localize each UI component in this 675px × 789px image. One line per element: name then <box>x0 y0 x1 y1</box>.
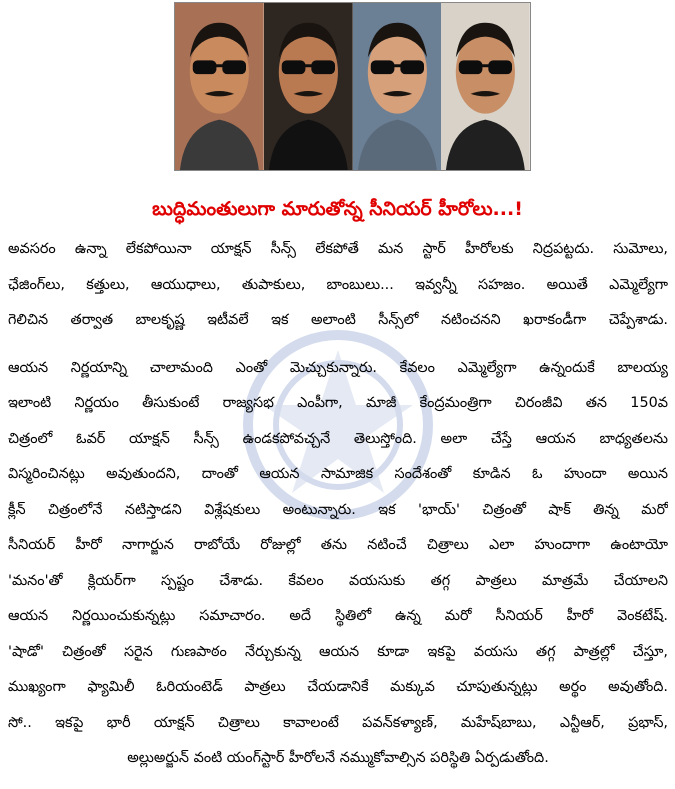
article-line: ఆయన నిర్ణయించుకున్నట్లు సమాచారం. అదే స్థితిలో ఉన్న మరో సీనియర్ హీరో వెంకటేష్. <box>8 608 668 624</box>
article-line: క్లీన్ చిత్రంలోనే నటిస్తాడని విశ్లేషకులు అంటున్నారు. ఇక 'భాయ్' చిత్రంతో షాక్ తిన్న మరో <box>8 501 668 518</box>
actor-photo-1 <box>175 3 264 170</box>
article-line: ఛేజింగ్‌లు, కత్తులు, ఆయుధాలు, తుపాకులు, బాంబులు... ఇవ్వన్నీ సహజం. అయితే ఎమ్మెల్యేగా <box>8 276 668 293</box>
article-line: ముఖ్యంగా ఫ్యామిలీ ఓరియంటెడ్ పాత్రలు చేయడానికే మక్కువ చూపుతున్నట్లు అర్థం అవుతోంది. <box>8 679 668 695</box>
article-line: ఇలాంటి నిర్ణయం తీసుకుంటే రాజ్యసభ ఎంపీగా, మాజీ కేంద్రమంత్రిగా చిరంజీవి తన 150వ <box>8 395 668 411</box>
article-line: ఆయన నిర్ణయాన్ని చాలామంది ఎంతో మెచ్చుకున్నారు. కేవలం ఎమ్మెల్యేగా ఉన్నందుకే బాలయ్య <box>8 359 668 376</box>
article-paragraph <box>8 351 668 777</box>
actor-photo-strip <box>174 2 531 171</box>
article-line: అల్లుఅర్జున్ వంటి యంగ్‌స్టార్ హీరోలనే నమ్ముకోవాల్సిన పరిస్థితి ఏర్పడుతోంది. <box>127 750 549 766</box>
article-line: 'షాడో' చిత్రంతో సరైన గుణపాఠం నేర్చుకున్న ఆయన కూడా ఇకపై వయసు తగ్గ పాత్రల్లో చేస్తూ, <box>8 643 668 660</box>
article-line: సీనియర్ హీరో నాగార్జున రాబోయే రోజుల్లో తను నటించే చిత్రాలు ఎలా హుందాగా ఉంటాయో <box>8 537 668 553</box>
article-line: చిత్రంలో ఓవర్ యాక్షన్ సీన్స్ ఉండకపోవచ్చనే తెలుస్తోంది. అలా చేస్తే ఆయన బాధ్యతలను <box>8 430 668 447</box>
actor-photo-4 <box>441 3 530 170</box>
actor-photo-2 <box>264 3 353 170</box>
article-paragraph <box>8 232 668 339</box>
article-line: విస్మరించినట్లు అవుతుందని, దాంతో ఆయన సామాజిక సందేశంతో కూడిన ఓ హుందా అయిన <box>8 466 668 482</box>
article-body <box>8 232 668 789</box>
article-line: గెలిచిన తర్వాత బాలకృష్ణ ఇటీవలే ఇక అలాంటి సీన్స్‌లో నటించనని ఖరాకండీగా చెప్పేశాడు. <box>8 312 668 328</box>
headline: బుద్ధిమంతులుగా మారుతోన్న సీనియర్ హీరోలు...! <box>152 198 523 220</box>
actor-photo-3 <box>353 3 442 170</box>
article-line: అవసరం ఉన్నా లేకపోయినా యాక్షన్ సీన్స్ లేకపోతే మన స్టార్ హీరోలకు నిద్రపట్టదు. సుమోలు, <box>8 241 668 257</box>
article-line: 'మనం'తో క్లియర్‌గా స్పష్టం చేశాడు. కేవలం వయసుకు తగ్గ పాత్రలు మాత్రమే చేయాలని <box>8 572 668 589</box>
article-line: సో.. ఇకపై భారీ యాక్షన్ చిత్రాలు కావాలంటే పవన్‌కళ్యాణ్, మహేష్‌బాబు, ఎన్టీఆర్, ప్రభాస్, <box>8 714 668 731</box>
